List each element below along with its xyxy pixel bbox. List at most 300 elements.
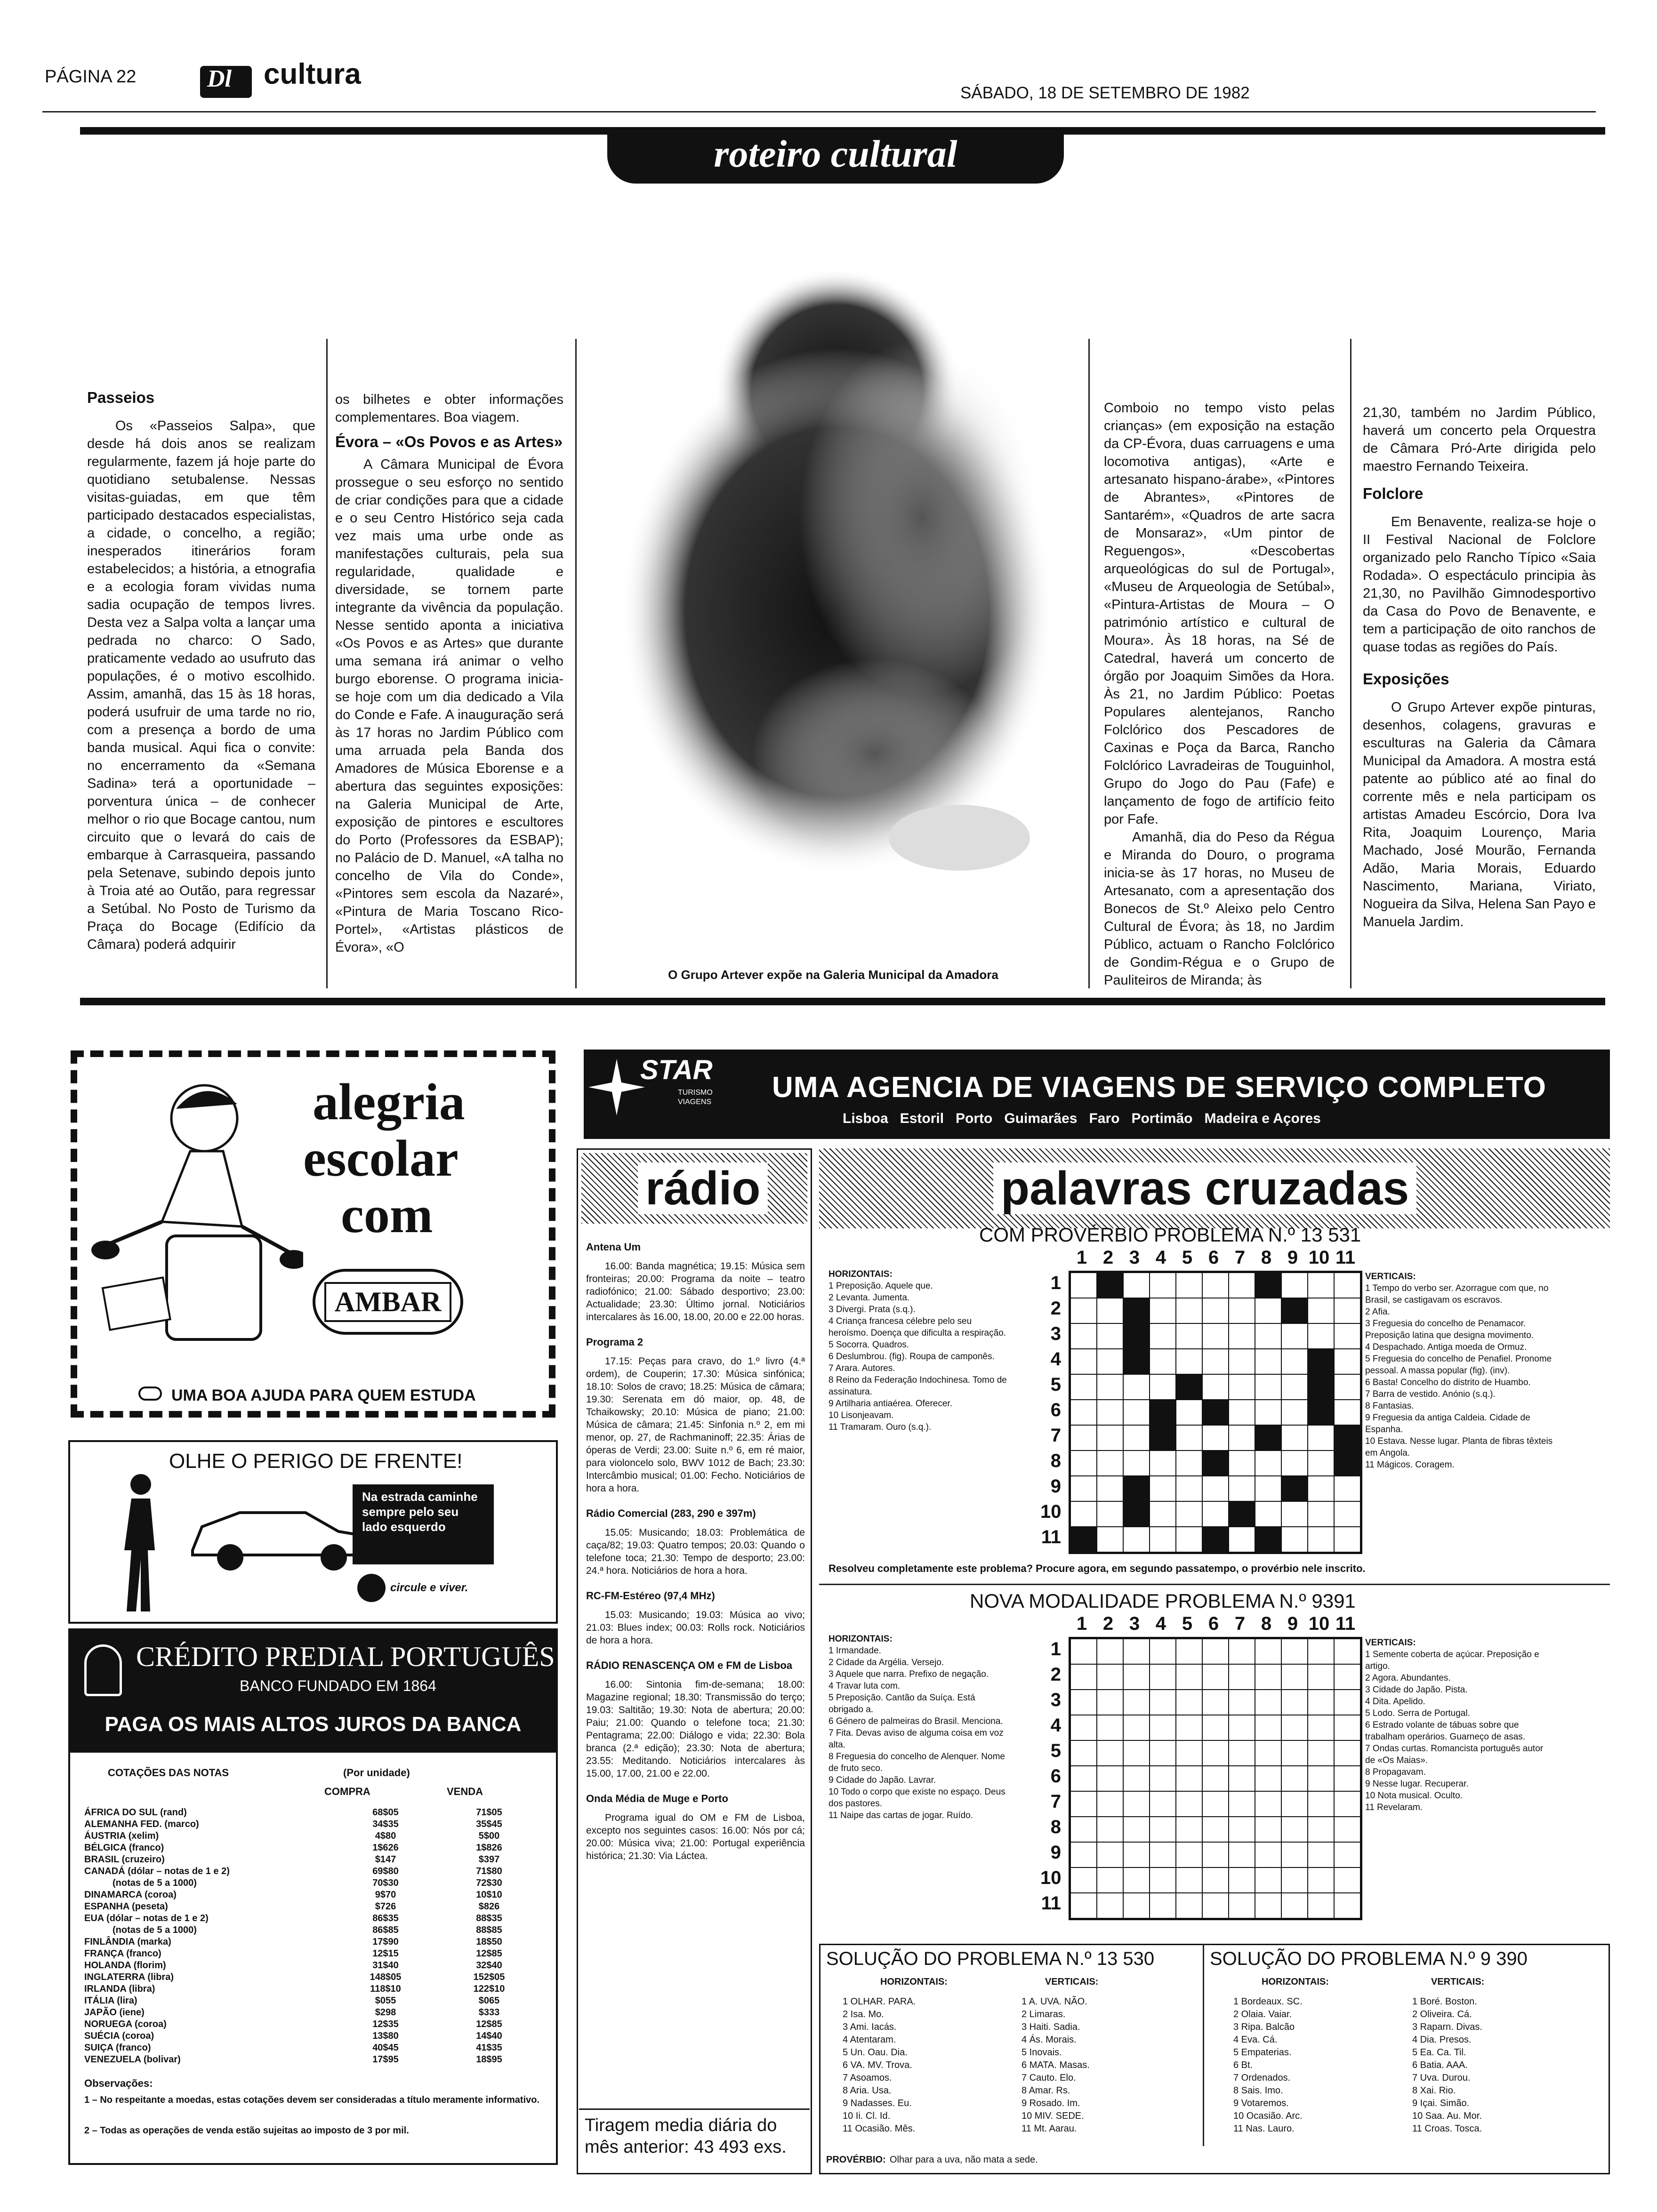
p1-col-numbers — [1069, 1247, 1359, 1268]
grid-row-number: 6 — [1050, 1400, 1061, 1420]
grid-cell[interactable] — [1202, 1501, 1229, 1527]
grid-cell[interactable] — [1334, 1690, 1360, 1715]
grid-cell[interactable] — [1281, 1400, 1308, 1425]
grid-cell[interactable] — [1255, 1374, 1281, 1400]
clue-item: 11 Croas. Tosca. — [1412, 2124, 1482, 2134]
clue-item: 2 Isa. Mo. — [843, 2009, 884, 2020]
credito-founded: BANCO FUNDADO EM 1864 — [240, 1677, 436, 1694]
rate-row — [84, 1842, 536, 1854]
rate-currency: BÉLGICA (franco) — [84, 1843, 164, 1853]
grid-cell[interactable] — [1150, 1501, 1176, 1527]
grid-cell[interactable] — [1150, 1451, 1176, 1476]
grid-cell[interactable] — [1123, 1715, 1150, 1740]
grid-cell[interactable] — [1255, 1476, 1281, 1501]
rates-header-notes: COTAÇÕES DAS NOTAS — [108, 1767, 229, 1779]
grid-cell[interactable] — [1229, 1476, 1255, 1501]
grid-row — [1070, 1639, 1360, 1664]
grid-cell[interactable] — [1202, 1740, 1229, 1766]
grid-cell[interactable] — [1281, 1639, 1308, 1664]
artever-photo — [592, 188, 1072, 960]
grid-cell[interactable] — [1255, 1842, 1281, 1867]
grid-cell[interactable] — [1123, 1690, 1150, 1715]
grid-black-cell — [1255, 1273, 1281, 1298]
grid-cell[interactable] — [1229, 1690, 1255, 1715]
rate-sell: 1$826 — [476, 1843, 502, 1853]
grid-cell[interactable] — [1070, 1842, 1097, 1867]
grid-cell[interactable] — [1255, 1715, 1281, 1740]
grid-cell[interactable] — [1334, 1842, 1360, 1867]
exposicoes-title: Exposições — [1363, 670, 1449, 688]
grid-cell[interactable] — [1255, 1791, 1281, 1817]
grid-col-number: 11 — [1335, 1613, 1356, 1634]
grid-cell[interactable] — [1097, 1817, 1123, 1842]
grid-cell[interactable] — [1334, 1867, 1360, 1893]
grid-cell[interactable] — [1150, 1476, 1176, 1501]
grid-row-number: 3 — [1050, 1323, 1061, 1344]
grid-row-number: 10 — [1040, 1501, 1062, 1522]
grid-cell[interactable] — [1070, 1867, 1097, 1893]
rate-buy: 69$80 — [372, 1866, 399, 1876]
grid-cell[interactable] — [1202, 1639, 1229, 1664]
grid-cell[interactable] — [1308, 1451, 1334, 1476]
grid-cell[interactable] — [1097, 1867, 1123, 1893]
sol2-v-label: VERTICAIS: — [1431, 1977, 1485, 1987]
grid-cell[interactable] — [1334, 1791, 1360, 1817]
grid-cell[interactable] — [1202, 1273, 1229, 1298]
grid-cell[interactable] — [1123, 1639, 1150, 1664]
rate-buy: 12$35 — [372, 2019, 399, 2029]
grid-black-cell — [1229, 1501, 1255, 1527]
grid-cell[interactable] — [1097, 1842, 1123, 1867]
grid-cell[interactable] — [1255, 1639, 1281, 1664]
grid-cell[interactable] — [1308, 1527, 1334, 1552]
grid-cell[interactable] — [1255, 1664, 1281, 1690]
grid-cell[interactable] — [1334, 1715, 1360, 1740]
grid-cell[interactable] — [1229, 1867, 1255, 1893]
grid-cell[interactable] — [1176, 1527, 1202, 1552]
grid-cell[interactable] — [1123, 1766, 1150, 1791]
grid-cell[interactable] — [1281, 1740, 1308, 1766]
grid-cell[interactable] — [1281, 1323, 1308, 1349]
grid-cell[interactable] — [1097, 1893, 1123, 1918]
dl-logo-letters: Dl — [207, 65, 232, 92]
grid-cell[interactable] — [1229, 1451, 1255, 1476]
grid-row — [1070, 1791, 1360, 1817]
p1-grid — [1069, 1271, 1362, 1554]
grid-cell[interactable] — [1281, 1425, 1308, 1451]
grid-cell[interactable] — [1070, 1639, 1097, 1664]
grid-cell[interactable] — [1255, 1766, 1281, 1791]
grid-col-number: 7 — [1234, 1613, 1246, 1634]
grid-cell[interactable] — [1334, 1893, 1360, 1918]
rates-table — [84, 1807, 536, 2066]
grid-cell[interactable] — [1229, 1893, 1255, 1918]
grid-cell[interactable] — [1097, 1400, 1123, 1425]
grid-cell[interactable] — [1281, 1867, 1308, 1893]
grid-cell[interactable] — [1070, 1501, 1097, 1527]
grid-col-number: 2 — [1102, 1247, 1114, 1268]
grid-cell[interactable] — [1070, 1374, 1097, 1400]
page-date: SÁBADO, 18 DE SETEMBRO DE 1982 — [960, 84, 1250, 102]
grid-cell[interactable] — [1123, 1791, 1150, 1817]
grid-row — [1070, 1893, 1360, 1918]
rate-row — [84, 1889, 536, 1901]
grid-cell[interactable] — [1150, 1639, 1176, 1664]
grid-cell[interactable] — [1150, 1374, 1176, 1400]
grid-cell[interactable] — [1255, 1298, 1281, 1323]
grid-cell[interactable] — [1070, 1476, 1097, 1501]
clue-item: 3 Aquele que narra. Prefixo de negação. — [828, 1669, 989, 1679]
grid-col-number: 7 — [1234, 1247, 1246, 1268]
grid-cell[interactable] — [1202, 1766, 1229, 1791]
grid-cell[interactable] — [1308, 1867, 1334, 1893]
grid-cell[interactable] — [1150, 1791, 1176, 1817]
grid-cell[interactable] — [1176, 1501, 1202, 1527]
clue-item: 1 A. UVA. NÃO. — [1022, 1996, 1087, 2007]
grid-cell[interactable] — [1176, 1791, 1202, 1817]
grid-cell[interactable] — [1123, 1400, 1150, 1425]
grid-cell[interactable] — [1176, 1639, 1202, 1664]
grid-cell[interactable] — [1097, 1298, 1123, 1323]
grid-cell[interactable] — [1308, 1425, 1334, 1451]
grid-cell[interactable] — [1308, 1298, 1334, 1323]
grid-cell[interactable] — [1070, 1740, 1097, 1766]
grid-cell[interactable] — [1229, 1817, 1255, 1842]
grid-cell[interactable] — [1176, 1690, 1202, 1715]
grid-cell[interactable] — [1176, 1715, 1202, 1740]
grid-cell[interactable] — [1255, 1817, 1281, 1842]
grid-cell[interactable] — [1281, 1273, 1308, 1298]
rate-row — [84, 2054, 536, 2066]
grid-cell[interactable] — [1229, 1639, 1255, 1664]
grid-cell[interactable] — [1334, 1766, 1360, 1791]
grid-cell[interactable] — [1123, 1867, 1150, 1893]
grid-cell[interactable] — [1097, 1323, 1123, 1349]
grid-cell[interactable] — [1150, 1715, 1176, 1740]
grid-cell[interactable] — [1070, 1273, 1097, 1298]
rate-buy: 9$70 — [375, 1890, 396, 1900]
grid-cell[interactable] — [1097, 1664, 1123, 1690]
grid-cell[interactable] — [1308, 1273, 1334, 1298]
grid-cell[interactable] — [1070, 1349, 1097, 1374]
clue-item: 7 Ordenados. — [1233, 2073, 1291, 2083]
grid-cell[interactable] — [1097, 1425, 1123, 1451]
grid-cell[interactable] — [1097, 1374, 1123, 1400]
grid-cell[interactable] — [1255, 1740, 1281, 1766]
tiragem-box — [579, 2108, 810, 2170]
grid-cell[interactable] — [1123, 1664, 1150, 1690]
grid-cell[interactable] — [1123, 1842, 1150, 1867]
grid-cell[interactable] — [1229, 1374, 1255, 1400]
grid-cell[interactable] — [1176, 1842, 1202, 1867]
grid-cell[interactable] — [1176, 1349, 1202, 1374]
grid-cell[interactable] — [1150, 1349, 1176, 1374]
rate-row — [84, 1972, 536, 1983]
grid-cell[interactable] — [1150, 1664, 1176, 1690]
grid-cell[interactable] — [1070, 1451, 1097, 1476]
grid-cell[interactable] — [1070, 1766, 1097, 1791]
grid-cell[interactable] — [1281, 1766, 1308, 1791]
grid-cell[interactable] — [1202, 1842, 1229, 1867]
grid-row — [1070, 1400, 1360, 1425]
grid-cell[interactable] — [1308, 1893, 1334, 1918]
grid-cell[interactable] — [1123, 1425, 1150, 1451]
grid-cell[interactable] — [1334, 1298, 1360, 1323]
rate-row — [84, 1913, 536, 1924]
clue-item: 11 Revelaram. — [1365, 1803, 1423, 1812]
grid-cell[interactable] — [1308, 1791, 1334, 1817]
grid-cell[interactable] — [1097, 1639, 1123, 1664]
grid-cell[interactable] — [1229, 1400, 1255, 1425]
grid-cell[interactable] — [1150, 1323, 1176, 1349]
radio-station-name: Rádio Comercial (283, 290 e 397m) — [586, 1507, 756, 1519]
grid-cell[interactable] — [1308, 1766, 1334, 1791]
grid-cell[interactable] — [1150, 1867, 1176, 1893]
grid-cell[interactable] — [1070, 1817, 1097, 1842]
grid-cell[interactable] — [1308, 1715, 1334, 1740]
grid-cell[interactable] — [1229, 1527, 1255, 1552]
clue-item: 11 Ocasião. Mês. — [843, 2124, 916, 2134]
grid-cell[interactable] — [1229, 1766, 1255, 1791]
grid-cell[interactable] — [1334, 1817, 1360, 1842]
grid-cell[interactable] — [1334, 1639, 1360, 1664]
grid-cell[interactable] — [1334, 1740, 1360, 1766]
grid-cell[interactable] — [1281, 1501, 1308, 1527]
grid-cell[interactable] — [1334, 1501, 1360, 1527]
grid-cell[interactable] — [1202, 1791, 1229, 1817]
photo-caption: O Grupo Artever expõe na Galeria Municipal da Amadora — [668, 968, 998, 982]
clue-item: 10 Ii. Cl. Id. — [843, 2111, 891, 2121]
grid-cell[interactable] — [1176, 1740, 1202, 1766]
grid-cell[interactable] — [1097, 1476, 1123, 1501]
grid-cell[interactable] — [1281, 1715, 1308, 1740]
cruzadas-title: palavras cruzadas — [993, 1162, 1416, 1214]
sol2-title: SOLUÇÃO DO PROBLEMA N.º 9 390 — [1210, 1948, 1528, 1969]
grid-cell[interactable] — [1123, 1451, 1150, 1476]
grid-cell[interactable] — [1202, 1323, 1229, 1349]
grid-cell[interactable] — [1281, 1791, 1308, 1817]
grid-cell[interactable] — [1176, 1867, 1202, 1893]
grid-cell[interactable] — [1281, 1349, 1308, 1374]
grid-cell[interactable] — [1176, 1273, 1202, 1298]
grid-cell[interactable] — [1097, 1501, 1123, 1527]
grid-cell[interactable] — [1202, 1298, 1229, 1323]
grid-black-cell — [1281, 1476, 1308, 1501]
grid-cell[interactable] — [1255, 1323, 1281, 1349]
grid-cell[interactable] — [1070, 1298, 1097, 1323]
grid-cell[interactable] — [1229, 1349, 1255, 1374]
grid-cell[interactable] — [1202, 1664, 1229, 1690]
p1-title: COM PROVÉRBIO PROBLEMA N.º 13 531 — [979, 1224, 1361, 1246]
grid-cell[interactable] — [1202, 1893, 1229, 1918]
rate-buy: 86$35 — [372, 1913, 399, 1923]
grid-cell[interactable] — [1334, 1323, 1360, 1349]
grid-cell[interactable] — [1150, 1893, 1176, 1918]
page-number: PÁGINA 22 — [45, 67, 137, 87]
grid-cell[interactable] — [1281, 1527, 1308, 1552]
grid-cell[interactable] — [1150, 1273, 1176, 1298]
grid-cell[interactable] — [1281, 1842, 1308, 1867]
grid-col-number: 3 — [1129, 1613, 1140, 1634]
grid-cell[interactable] — [1070, 1893, 1097, 1918]
grid-row-number: 4 — [1050, 1715, 1061, 1736]
grid-cell[interactable] — [1150, 1842, 1176, 1867]
grid-cell[interactable] — [1308, 1639, 1334, 1664]
grid-cell[interactable] — [1229, 1715, 1255, 1740]
grid-cell[interactable] — [1308, 1501, 1334, 1527]
rate-row — [84, 1924, 536, 1936]
grid-cell[interactable] — [1308, 1664, 1334, 1690]
grid-row-number: 7 — [1050, 1425, 1061, 1446]
pedestrian-icon — [113, 1470, 169, 1616]
rate-sell: 122$10 — [473, 1984, 505, 1994]
grid-cell[interactable] — [1176, 1451, 1202, 1476]
grid-cell[interactable] — [1123, 1893, 1150, 1918]
grid-cell[interactable] — [1070, 1323, 1097, 1349]
grid-cell[interactable] — [1255, 1867, 1281, 1893]
grid-cell[interactable] — [1150, 1817, 1176, 1842]
grid-cell[interactable] — [1281, 1374, 1308, 1400]
grid-cell[interactable] — [1202, 1817, 1229, 1842]
clue-item: 2 Olaia. Vaiar. — [1233, 2009, 1292, 2020]
grid-cell[interactable] — [1123, 1740, 1150, 1766]
tiragem-text: Tiragem media diária do mês anterior: 43 493 exs. — [585, 2116, 787, 2157]
grid-cell[interactable] — [1255, 1400, 1281, 1425]
grid-col-number: 4 — [1155, 1247, 1166, 1268]
grid-cell[interactable] — [1255, 1349, 1281, 1374]
grid-cell[interactable] — [1176, 1425, 1202, 1451]
ambar-mini-logo — [138, 1387, 162, 1401]
star-title: UMA AGENCIA DE VIAGENS DE SERVIÇO COMPLETO — [772, 1071, 1547, 1104]
grid-cell[interactable] — [1308, 1817, 1334, 1842]
grid-cell[interactable] — [1229, 1425, 1255, 1451]
grid-cell[interactable] — [1255, 1690, 1281, 1715]
grid-cell[interactable] — [1176, 1298, 1202, 1323]
grid-cell[interactable] — [1229, 1273, 1255, 1298]
grid-cell[interactable] — [1150, 1527, 1176, 1552]
grid-cell[interactable] — [1334, 1400, 1360, 1425]
grid-cell[interactable] — [1202, 1715, 1229, 1740]
grid-cell[interactable] — [1202, 1425, 1229, 1451]
grid-cell[interactable] — [1281, 1817, 1308, 1842]
grid-cell[interactable] — [1070, 1425, 1097, 1451]
grid-cell[interactable] — [1176, 1893, 1202, 1918]
grid-cell[interactable] — [1255, 1501, 1281, 1527]
grid-cell[interactable] — [1097, 1451, 1123, 1476]
rate-currency: INGLATERRA (libra) — [84, 1972, 174, 1982]
grid-cell[interactable] — [1281, 1690, 1308, 1715]
clue-item: 9 Votaremos. — [1233, 2098, 1289, 2108]
grid-cell[interactable] — [1150, 1766, 1176, 1791]
grid-cell[interactable] — [1229, 1323, 1255, 1349]
grid-cell[interactable] — [1334, 1349, 1360, 1374]
grid-cell[interactable] — [1176, 1476, 1202, 1501]
radio-title: rádio — [638, 1162, 768, 1214]
grid-cell[interactable] — [1281, 1451, 1308, 1476]
grid-cell[interactable] — [1097, 1791, 1123, 1817]
rate-sell: 152$05 — [473, 1972, 505, 1982]
grid-cell[interactable] — [1334, 1527, 1360, 1552]
grid-cell[interactable] — [1150, 1740, 1176, 1766]
grid-col-number: 5 — [1182, 1613, 1193, 1634]
grid-cell[interactable] — [1255, 1451, 1281, 1476]
grid-cell[interactable] — [1176, 1766, 1202, 1791]
rate-currency: FRANÇA (franco) — [84, 1948, 161, 1959]
obs-1: 1 – No respeitante a moedas, estas cotações devem ser consideradas a título meramente informativo. — [84, 2095, 540, 2105]
grid-cell[interactable] — [1176, 1323, 1202, 1349]
rate-currency: VENEZUELA (bolivar) — [84, 2054, 181, 2065]
grid-cell[interactable] — [1097, 1527, 1123, 1552]
sol1-v-label: VERTICAIS: — [1045, 1977, 1099, 1987]
grid-cell[interactable] — [1097, 1740, 1123, 1766]
grid-cell[interactable] — [1097, 1766, 1123, 1791]
grid-cell[interactable] — [1202, 1476, 1229, 1501]
grid-cell[interactable] — [1334, 1476, 1360, 1501]
credito-box — [68, 1628, 558, 2165]
grid-cell[interactable] — [1097, 1715, 1123, 1740]
grid-cell[interactable] — [1123, 1527, 1150, 1552]
grid-cell[interactable] — [1097, 1349, 1123, 1374]
grid-cell[interactable] — [1308, 1476, 1334, 1501]
grid-cell[interactable] — [1229, 1791, 1255, 1817]
alegria-line-2: escolar — [303, 1130, 458, 1187]
grid-cell[interactable] — [1255, 1893, 1281, 1918]
clue-heading: HORIZONTAIS: — [828, 1269, 893, 1279]
grid-cell[interactable] — [1150, 1690, 1176, 1715]
col-divider-4 — [1350, 339, 1351, 988]
grid-cell[interactable] — [1334, 1374, 1360, 1400]
grid-cell[interactable] — [1123, 1817, 1150, 1842]
grid-cell[interactable] — [1176, 1817, 1202, 1842]
grid-cell[interactable] — [1308, 1740, 1334, 1766]
grid-cell[interactable] — [1308, 1690, 1334, 1715]
grid-cell[interactable] — [1176, 1664, 1202, 1690]
grid-cell[interactable] — [1123, 1273, 1150, 1298]
perigo-text: Na estrada caminhe sempre pelo seu lado esquerdo — [362, 1490, 478, 1534]
radio-listings — [586, 1228, 805, 1862]
grid-cell[interactable] — [1070, 1664, 1097, 1690]
grid-cell[interactable] — [1229, 1664, 1255, 1690]
grid-cell[interactable] — [1334, 1664, 1360, 1690]
grid-cell[interactable] — [1150, 1298, 1176, 1323]
radio-station-name: Programa 2 — [586, 1336, 643, 1348]
grid-cell[interactable] — [1334, 1273, 1360, 1298]
grid-cell[interactable] — [1308, 1323, 1334, 1349]
clue-item: 8 Reino da Federação Indochinesa. Tomo de assinatura. — [828, 1375, 1007, 1397]
rate-buy: 34$35 — [372, 1819, 399, 1829]
grid-cell[interactable] — [1229, 1842, 1255, 1867]
grid-cell[interactable] — [1229, 1298, 1255, 1323]
grid-cell[interactable] — [1097, 1690, 1123, 1715]
grid-cell[interactable] — [1281, 1664, 1308, 1690]
rate-buy: $055 — [375, 1996, 396, 2006]
grid-cell[interactable] — [1229, 1740, 1255, 1766]
clue-item: 10 Lisonjeavam. — [828, 1411, 894, 1420]
grid-cell[interactable] — [1123, 1374, 1150, 1400]
grid-cell[interactable] — [1202, 1374, 1229, 1400]
grid-cell[interactable] — [1308, 1842, 1334, 1867]
grid-cell[interactable] — [1070, 1400, 1097, 1425]
grid-cell[interactable] — [1070, 1715, 1097, 1740]
clue-item: 5 Ea. Ca. Til. — [1412, 2047, 1466, 2058]
grid-cell[interactable] — [1070, 1791, 1097, 1817]
grid-cell[interactable] — [1070, 1690, 1097, 1715]
grid-cell[interactable] — [1281, 1893, 1308, 1918]
grid-cell[interactable] — [1202, 1867, 1229, 1893]
grid-cell[interactable] — [1202, 1690, 1229, 1715]
grid-cell[interactable] — [1176, 1400, 1202, 1425]
grid-cell[interactable] — [1202, 1349, 1229, 1374]
